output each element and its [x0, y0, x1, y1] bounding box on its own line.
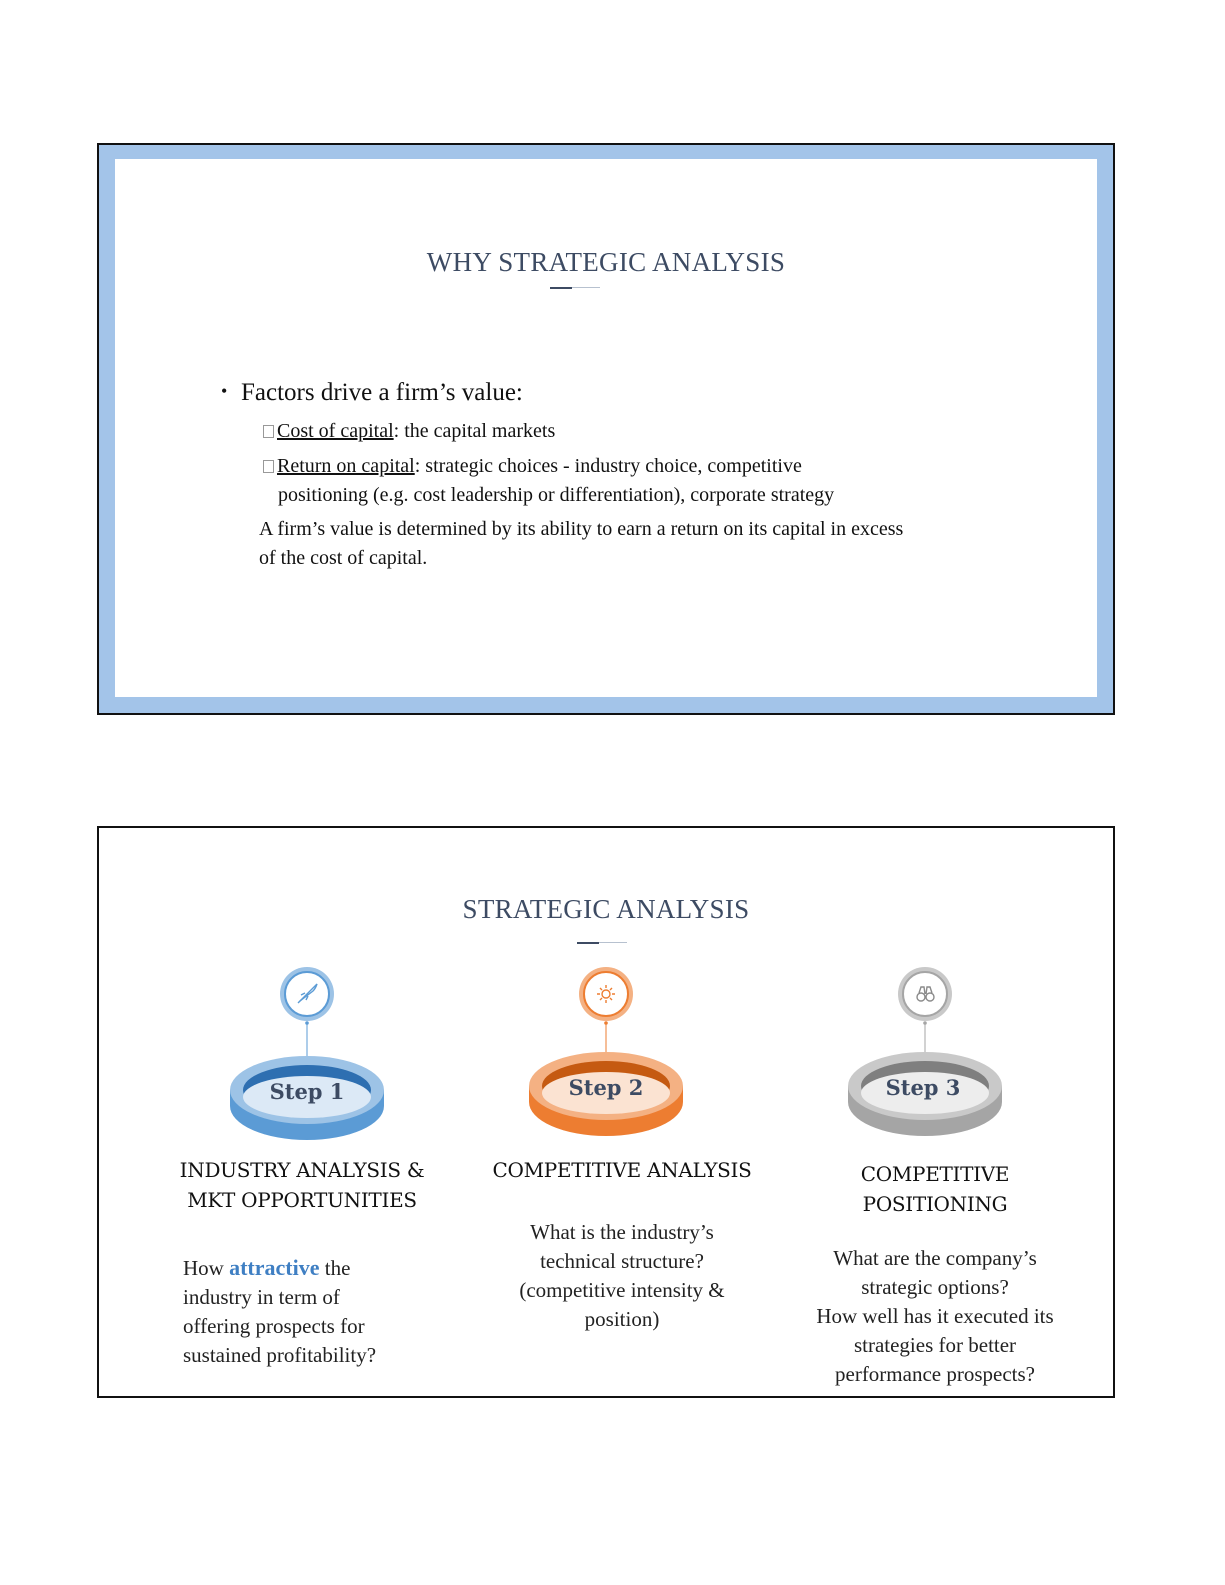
step-2-body-line2: technical structure?	[540, 1249, 704, 1273]
step-1-body-line4: sustained profitability?	[183, 1343, 377, 1367]
step-3-body-line2: strategic options?	[861, 1275, 1009, 1299]
sub2-text-line2: positioning (e.g. cost leadership or differentiation), corporate strategy	[278, 484, 835, 506]
slide-strategic-analysis	[97, 826, 1115, 1398]
term-return-on-capital: Return on capital	[277, 455, 415, 477]
sub1-text: : the capital markets	[393, 420, 556, 442]
step-1-description	[183, 1253, 423, 1370]
step-3-description	[790, 1244, 1080, 1389]
step-1-title	[167, 1155, 437, 1215]
step-2-title	[482, 1155, 762, 1185]
checkbox-bullet-icon	[263, 460, 274, 473]
step-2-body-line4: position)	[584, 1307, 660, 1331]
step-3-label: Step 3	[885, 1075, 961, 1100]
step-2-title-line1: COMPETITIVE ANALYSIS	[492, 1158, 752, 1182]
step-1-body-line3: offering prospects for	[183, 1314, 365, 1338]
step-1-title-line1: INDUSTRY ANALYSIS &	[179, 1158, 425, 1182]
sub2-text: : strategic choices - industry choice, competitive	[414, 455, 802, 477]
step-2-description	[492, 1218, 752, 1334]
step-1-body-line2: industry in term of	[183, 1285, 340, 1309]
sub-bullet-cost-of-capital	[263, 417, 555, 446]
step-3-title-line2: POSITIONING	[862, 1192, 1008, 1216]
main-bullet	[221, 379, 523, 407]
step-3-graphic	[845, 966, 1009, 1142]
slide-title: STRATEGIC ANALYSIS	[462, 894, 750, 924]
step-3-body-line5: performance prospects?	[835, 1362, 1035, 1386]
step-2-body-line1: What is the industry’s	[530, 1220, 714, 1244]
step-1-body-post: the	[319, 1256, 351, 1280]
bullet-dot-icon: •	[221, 381, 228, 401]
step-3-body-line1: What are the company’s	[833, 1246, 1037, 1270]
step-2-label: Step 2	[568, 1075, 644, 1100]
term-cost-of-capital: Cost of capital	[277, 420, 394, 442]
slide-content-area	[115, 159, 1097, 697]
slide-title: WHY STRATEGIC ANALYSIS	[426, 247, 786, 277]
main-bullet-text: Factors drive a firm’s value:	[241, 379, 523, 406]
step-1-label: Step 1	[269, 1079, 345, 1104]
step-3-body-line3: How well has it executed its	[816, 1304, 1054, 1328]
sub-bullet-return-on-capital	[263, 452, 834, 510]
attractive-highlight: attractive	[229, 1255, 320, 1280]
step-3-title	[815, 1159, 1055, 1219]
step-2-graphic	[526, 966, 690, 1142]
step-1-title-line2: MKT OPPORTUNITIES	[187, 1188, 417, 1212]
step-1-graphic	[227, 966, 391, 1142]
value-statement	[259, 515, 1019, 573]
value-statement-line1: A firm’s value is determined by its ability to earn a return on its capital in excess	[259, 518, 904, 540]
step-1-body-pre: How	[183, 1256, 230, 1280]
value-statement-line2: of the cost of capital.	[259, 547, 428, 569]
checkbox-bullet-icon	[263, 425, 274, 438]
step-3-body-line4: strategies for better	[853, 1333, 1017, 1357]
step-3-title-line1: COMPETITIVE	[860, 1162, 1010, 1186]
slide-why-strategic-analysis	[97, 143, 1115, 715]
step-2-body-line3: (competitive intensity &	[519, 1278, 725, 1302]
